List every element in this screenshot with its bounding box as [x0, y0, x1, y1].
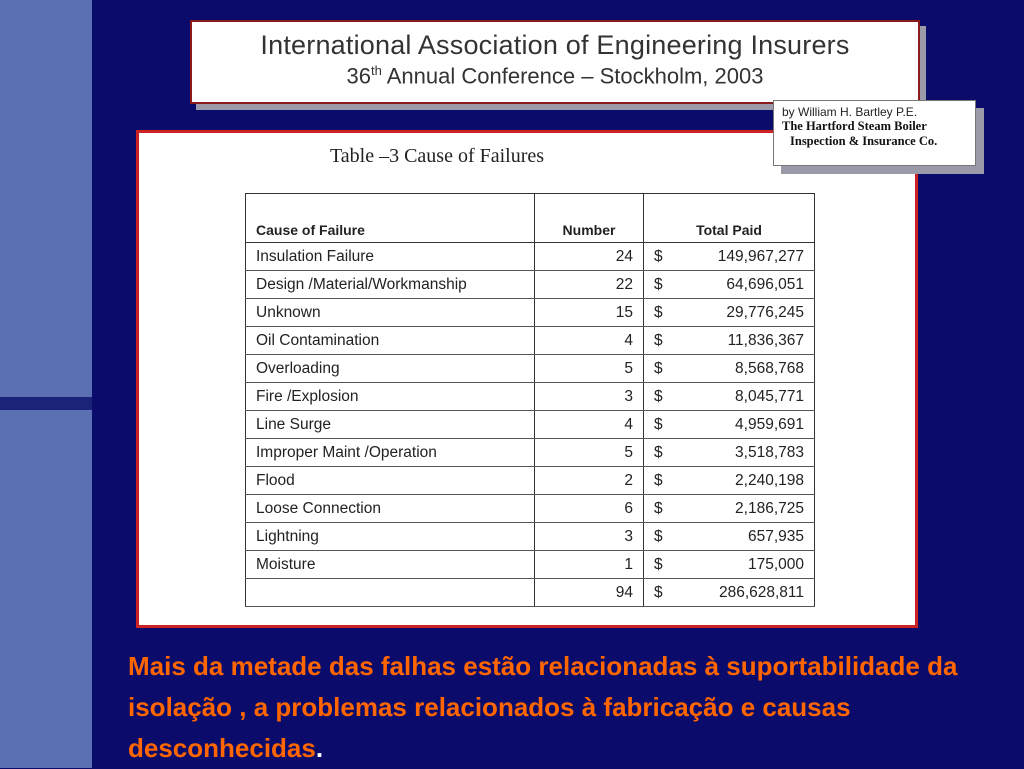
number-cell: 6 [535, 495, 644, 523]
currency-cell: $ [644, 495, 677, 523]
column-header-cause: Cause of Failure [246, 194, 535, 243]
number-cell: 15 [535, 299, 644, 327]
number-cell: 5 [535, 355, 644, 383]
cause-cell: Flood [246, 467, 535, 495]
number-cell: 5 [535, 439, 644, 467]
total-paid-cell: 4,959,691 [676, 411, 815, 439]
number-cell: 3 [535, 383, 644, 411]
cause-cell: Oil Contamination [246, 327, 535, 355]
total-paid-cell: 286,628,811 [676, 579, 815, 607]
cause-cell: Fire /Explosion [246, 383, 535, 411]
currency-cell: $ [644, 439, 677, 467]
cause-cell: Loose Connection [246, 495, 535, 523]
currency-cell: $ [644, 299, 677, 327]
table-row [246, 299, 815, 327]
cause-cell: Unknown [246, 299, 535, 327]
number-cell: 22 [535, 271, 644, 299]
number-cell: 94 [535, 579, 644, 607]
currency-cell: $ [644, 467, 677, 495]
total-paid-cell: 175,000 [676, 551, 815, 579]
currency-cell: $ [644, 411, 677, 439]
table-row [246, 327, 815, 355]
table-header-row [246, 194, 815, 243]
header-subtitle [192, 63, 918, 89]
total-paid-cell: 11,836,367 [676, 327, 815, 355]
column-header-total-paid: Total Paid [644, 194, 815, 243]
header-title: International Association of Engineering Insurers [260, 30, 850, 60]
column-header-number: Number [535, 194, 644, 243]
currency-cell: $ [644, 327, 677, 355]
cause-cell [246, 579, 535, 607]
total-paid-cell: 2,186,725 [676, 495, 815, 523]
total-paid-cell: 29,776,245 [676, 299, 815, 327]
table-row [246, 243, 815, 271]
header-subtitle-text: Annual Conference – Stockholm, 2003 [381, 63, 764, 89]
currency-cell: $ [644, 523, 677, 551]
table-row [246, 523, 815, 551]
number-cell: 1 [535, 551, 644, 579]
table-row [246, 551, 815, 579]
sidebar-divider-stripe [0, 397, 92, 410]
cause-cell: Line Surge [246, 411, 535, 439]
author-name: by William H. Bartley P.E. [782, 105, 918, 119]
total-paid-cell: 8,045,771 [676, 383, 815, 411]
header-subtitle-number: 36 [346, 63, 372, 89]
cause-cell: Improper Maint /Operation [246, 439, 535, 467]
currency-cell: $ [644, 243, 677, 271]
currency-cell: $ [644, 271, 677, 299]
table-row [246, 467, 815, 495]
number-cell: 2 [535, 467, 644, 495]
cause-cell: Insulation Failure [246, 243, 535, 271]
total-paid-cell: 657,935 [676, 523, 815, 551]
cause-cell: Moisture [246, 551, 535, 579]
failures-table [245, 193, 815, 607]
number-cell: 24 [535, 243, 644, 271]
currency-cell: $ [644, 355, 677, 383]
failures-table-frame [136, 130, 918, 628]
caption-end-period: . [315, 733, 324, 763]
left-sidebar-band [0, 0, 92, 768]
author-company: The Hartford Steam Boiler [782, 119, 927, 133]
total-paid-cell: 2,240,198 [676, 467, 815, 495]
conference-header [190, 20, 920, 104]
cause-cell: Lightning [246, 523, 535, 551]
table-row [246, 411, 815, 439]
table-row [246, 495, 815, 523]
table-title-text: Table –3 Cause of Failures [329, 145, 545, 167]
author-company-cont: Inspection & Insurance Co. [790, 134, 938, 148]
header-subtitle-ordinal: th [371, 63, 382, 78]
number-cell: 4 [535, 327, 644, 355]
currency-cell: $ [644, 383, 677, 411]
cause-cell: Overloading [246, 355, 535, 383]
author-credit [773, 100, 976, 166]
currency-cell: $ [644, 579, 677, 607]
table-row [246, 439, 815, 467]
table-row [246, 271, 815, 299]
number-cell: 4 [535, 411, 644, 439]
cause-cell: Design /Material/Workmanship [246, 271, 535, 299]
caption-text: Mais da metade das falhas estão relacionadas à suportabilidade da isolação , a problemas relacionados à fabricação e causas desconhecidas [128, 651, 958, 763]
total-paid-cell: 64,696,051 [676, 271, 815, 299]
total-paid-cell: 149,967,277 [676, 243, 815, 271]
number-cell: 3 [535, 523, 644, 551]
table-row [246, 383, 815, 411]
total-paid-cell: 3,518,783 [676, 439, 815, 467]
table-row [246, 355, 815, 383]
currency-cell: $ [644, 551, 677, 579]
table-total-row [246, 579, 815, 607]
slide-caption [128, 646, 1018, 769]
table-body [246, 243, 815, 607]
total-paid-cell: 8,568,768 [676, 355, 815, 383]
